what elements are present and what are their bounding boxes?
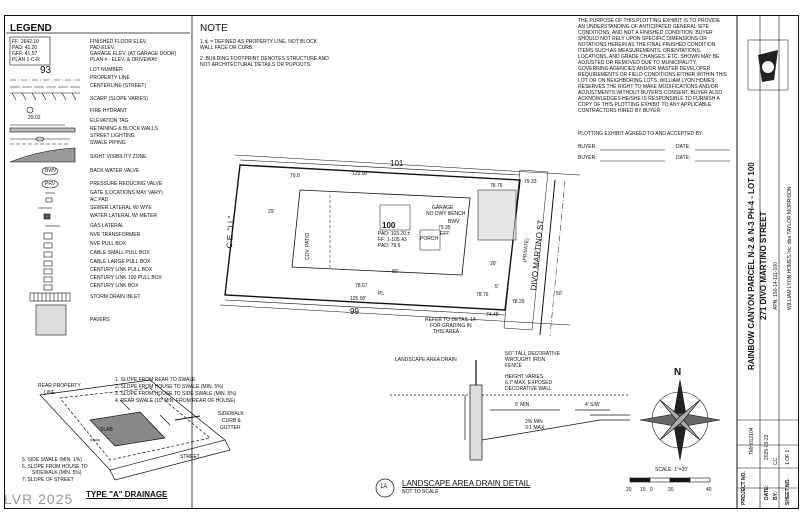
detail-height-2: 6.7' MAX. EXPOSED bbox=[505, 380, 553, 386]
cov-patio-label: COV. PATIO bbox=[305, 232, 311, 260]
elev-4: 78.67 bbox=[355, 283, 368, 289]
project-no-label: PROJECT NO. bbox=[741, 471, 747, 505]
note-item-1: 1. ℄ = DEFINED AS PROPERTY LINE, NOT BLOCK bbox=[200, 39, 317, 45]
elev-7: 74.48 bbox=[486, 312, 499, 318]
lot-tag-pad: PAD: 41.20 bbox=[12, 45, 38, 51]
legend-cable-small-label: CABLE SMALL PULL BOX bbox=[90, 250, 150, 256]
legend-title: LEGEND bbox=[10, 23, 52, 34]
legend-prv-symbol: PRV bbox=[45, 181, 56, 187]
legend-century-box-label: CENTURY LINK BOX bbox=[90, 283, 139, 289]
street-name: DIVO MARTINO ST bbox=[529, 219, 546, 291]
note-title: NOTE bbox=[200, 23, 228, 34]
scale-label: SCALE: 1"=20' bbox=[655, 467, 689, 473]
lot-info-2: FF: 1-105.43 bbox=[378, 237, 407, 243]
drainage-title: TYPE "A" DRAINAGE bbox=[86, 490, 168, 499]
note-item-2: 2. BUILDING FOOTPRINT DENOTES STRUCTURE AND bbox=[200, 56, 329, 62]
legend-lot-number-label: LOT NUMBER bbox=[90, 67, 123, 73]
project-no: TMH012104 bbox=[749, 427, 755, 455]
detail-height-1: HEIGHT VARIES bbox=[505, 374, 544, 380]
slab-label: SLAB bbox=[100, 427, 113, 433]
dim-29: 29' bbox=[268, 209, 275, 215]
porch-label: PORCH bbox=[420, 236, 439, 242]
refer-note-1: REFER TO DETAIL 1A bbox=[425, 317, 476, 323]
legend-elev-tag-label: ELEVATION TAG bbox=[90, 118, 129, 124]
legend-fire-hydrant-label: FIRE HYDRANT bbox=[90, 108, 127, 114]
legend-sight-label: SIGHT VISIBILITY ZONE bbox=[90, 154, 147, 160]
legend-nve-trans-label: NVE TRANSFORMER bbox=[90, 232, 141, 238]
garage-label: GARAGE bbox=[432, 205, 454, 211]
buyer-label-2: BUYER: bbox=[578, 155, 597, 161]
elev-9: EFF bbox=[440, 231, 450, 237]
detail-bubble: 1A bbox=[380, 484, 388, 490]
landscape-drain-detail bbox=[376, 357, 630, 497]
lot-tag-plan: PLAN 1-C-R bbox=[12, 57, 40, 63]
rear-label-1: REAR PROPERTY bbox=[38, 383, 81, 389]
legend-plan-label: PLAN # - ELEV. & DRIVEWAY bbox=[90, 57, 158, 63]
elev-3: 79.33 bbox=[524, 179, 537, 185]
detail-fence-3: FENCE bbox=[505, 363, 522, 369]
project-apn: APN: 150-14-111-100 bbox=[773, 262, 779, 310]
legend-sewer-label: SEWER LATERAL W/ WYE bbox=[90, 205, 152, 211]
compass-n: N bbox=[674, 367, 682, 378]
legend-water-label: WATER LATERAL W/ METER bbox=[90, 213, 157, 219]
sidewalk-label-1: SIDEWALK bbox=[218, 411, 244, 417]
legend-street-lighting-label: STREET LIGHTING bbox=[90, 133, 135, 139]
lot-info-3: PAD: 79.6 bbox=[378, 243, 401, 249]
sidewalk-label-2: CURB & bbox=[222, 418, 241, 424]
scale-tick-40: 40 bbox=[706, 487, 712, 493]
date-label: DATE: bbox=[764, 485, 770, 500]
street-sub: (PRIVATE) bbox=[522, 238, 531, 263]
project-address: 271 DIVO MARTINO STREET bbox=[759, 211, 768, 320]
detail-slope-1: 2% MIN bbox=[525, 419, 543, 425]
lot-above: 101 bbox=[390, 159, 404, 168]
legend-century-100-label: CENTURY LINK 100 PULL BOX bbox=[90, 275, 162, 281]
legend-property-line-label: PROPERTY LINE bbox=[90, 75, 130, 81]
date-value: 2025-03-22 bbox=[764, 434, 770, 460]
legend-centerline-label: CENTERLINE (STREET) bbox=[90, 83, 147, 89]
legend-prv-label: PRESSURE REDUCING VALVE bbox=[90, 181, 163, 187]
garage-sub: NO DWY BENCH bbox=[426, 211, 466, 217]
street-label: STREET bbox=[180, 454, 200, 460]
note-item-2b: NOT ARCHITECTURAL DETAILS OR POPOUTS. bbox=[200, 62, 312, 68]
drainage-note-2: 2. SLOPE FROM HOUSE TO SWALE (MIN. 5%) bbox=[115, 384, 224, 390]
elev-8: 79.35 bbox=[438, 225, 451, 231]
dim-20: 20' bbox=[490, 261, 497, 267]
dim-50: 50' bbox=[556, 291, 563, 297]
legend-nve-pull-label: NVE PULL BOX bbox=[90, 241, 126, 247]
date-label-1: DATE: bbox=[676, 144, 691, 150]
sidewalk-label-3: GUTTER bbox=[220, 425, 241, 431]
builder-name: WILLIAM LYON HOMES Inc. dba TAYLOR MORRISON bbox=[787, 186, 793, 310]
legend-cable-large-label: CABLE LARGE PULL BOX bbox=[90, 259, 151, 265]
legend-scarp-label: SCARP (SLOPE VARIES) bbox=[90, 96, 148, 102]
dim-top: 125.00' bbox=[352, 171, 369, 177]
legend-retaining-label: RETAINING & BLOCK WALLS bbox=[90, 126, 159, 132]
legend-ac-label: AC PAD bbox=[90, 197, 109, 203]
detail-fence-2: WROUGHT IRON bbox=[505, 357, 546, 363]
drainage-note-4: 4. REAR SWALE (10' MIN. FROM REAR OF HOUSE) bbox=[115, 398, 236, 404]
bottom-note-3: SIDEWALK (MIN. 5%) bbox=[32, 470, 82, 476]
scale-tick-0: 0 bbox=[650, 487, 653, 493]
legend-storm-label: STORM DRAIN INLET bbox=[90, 294, 141, 300]
watermark: LVR 2025 bbox=[4, 491, 74, 507]
ce-label: C.E. "LL" bbox=[225, 215, 236, 249]
bottom-note-1: 5. SIDE SWALE (MIN. 1%) bbox=[22, 457, 82, 463]
legend-century-pull-label: CENTURY LINK PULL BOX bbox=[90, 267, 153, 273]
north-arrow bbox=[640, 380, 720, 460]
scale-tick-20a: 20 bbox=[626, 487, 632, 493]
sheet-value: 1 OF 1 bbox=[785, 449, 791, 465]
detail-title: LANDSCAPE AREA DRAIN DETAIL bbox=[402, 479, 531, 488]
detail-min: 5' MIN bbox=[515, 402, 530, 408]
legend-gate-label: GATE (LOCATIONS MAY VARY) bbox=[90, 190, 163, 196]
legend-gff-label: GARAGE ELEV. (AT GARAGE DOOR) bbox=[90, 51, 177, 57]
detail-sw: 4' S/W bbox=[585, 402, 600, 408]
buyer-label-1: BUYER: bbox=[578, 144, 597, 150]
detail-drain-label: LANDSCAPE AREA DRAIN bbox=[395, 357, 457, 363]
disclaimer-text: THE PURPOSE OF THIS PLOTTING EXHIBIT IS TO PROVIDE AN UNDERSTANDING OF ANTICIPATED GENERAL SITE CONDITIONS, AND NOT A FINISHED CONDITION. BUYER SHOULD NOT RELY UPON SPECIFIC DIMENSIONS OR NOTATIONS HEREIN AS THE FINAL FINISHED CONDITION. ITEMS SUCH AS MEASUREMENTS, ORIENTATIONS, LOCATIONS, AND GRADE CHANGES, ETC. SHOWN MAY BE ADJUSTED OR REMOVED DUE TO MUNICIPALITY, GOVERNING AGENCIES AND/OR MASTER DEVELOPER REQUIREMENTS OR FIELD CONDITIONS EITHER WITHIN THIS LOT OR ON NEIGHBORING LOTS. WILLIAM LYON HOMES RESERVES THE RIGHT TO MAKE MODIFICATIONS AND/OR ADJUSTMENTS WITHOUT BUYER'S CONSENT. BUYER ALSO ACKNOWLEDGES HE/SHE IS RESPONSIBLE TO FURNISH A COPY OF THIS PLOTTING EXHIBIT TO ANY APPLICABLE CONTRACTORS HIRED BY BUYER. bbox=[578, 18, 728, 114]
drainage-note-1: 1. SLOPE FROM REAR TO SWALE bbox=[115, 377, 196, 383]
rear-label-2: LINE bbox=[44, 390, 56, 396]
lot-tag-ff: FF: 2642.10 bbox=[12, 39, 39, 45]
lot-tag-gff: GFF: 41.57 bbox=[12, 51, 38, 57]
legend-bwv-symbol: BWV bbox=[45, 168, 57, 174]
legend-pavers-label: PAVERS bbox=[90, 317, 110, 323]
dim-80: 80' bbox=[392, 269, 399, 275]
legend-pad-label: PAD ELEV. bbox=[90, 45, 116, 51]
project-title: RAINBOW CANYON PARCEL N-2 & N-3 PH-4 - LOT 100 bbox=[747, 162, 756, 370]
detail-subtitle: NOT TO SCALE bbox=[402, 489, 439, 495]
drainage-note-3: 3. SLOPE FROM HOUSE TO SIDE SWALE (MIN. 5%) bbox=[115, 391, 237, 397]
refer-note-2: FOR GRADING IN bbox=[430, 323, 472, 329]
elev-6: 78.29 bbox=[512, 299, 525, 305]
pl-label: PL bbox=[378, 291, 385, 297]
dim-bottom: 125.00' bbox=[350, 296, 367, 302]
dim-5: 5' bbox=[495, 284, 499, 290]
lot-info-1: PAD: 103.20 ± bbox=[378, 231, 411, 237]
bwv-label: BWV bbox=[448, 219, 460, 225]
agreed-label: PLOTTING EXHIBIT AGREED TO AND ACCEPTED BY: bbox=[578, 131, 704, 137]
refer-note-3: THIS AREA bbox=[433, 329, 460, 335]
scale-tick-10: 10 bbox=[640, 487, 646, 493]
note-item-1b: WALL FACE OR CURB. bbox=[200, 45, 254, 51]
elev-2: 78.76 bbox=[490, 183, 503, 189]
legend-elev-tag-value: 29.02 bbox=[28, 115, 41, 121]
date-label-2: DATE: bbox=[676, 155, 691, 161]
legend-gas-label: GAS LATERAL bbox=[90, 223, 124, 229]
by-label: BY: bbox=[773, 491, 779, 500]
bottom-note-2: 6. SLOPE FROM HOUSE TO bbox=[22, 464, 88, 470]
scale-bar bbox=[630, 478, 710, 482]
legend-bwv-label: BACK WATER VALVE bbox=[90, 168, 140, 174]
lot-below: 99 bbox=[350, 307, 359, 316]
by-value: CC bbox=[773, 457, 779, 465]
bottom-note-4: 7. SLOPE OF STREET bbox=[22, 477, 74, 483]
detail-fence-1: 5/0" TALL DECORATIVE bbox=[505, 351, 560, 357]
sheet-label: SHEET NO. bbox=[785, 478, 791, 505]
scale-tick-20b: 20 bbox=[668, 487, 674, 493]
lot-number: 100 bbox=[382, 221, 396, 230]
legend-ff-label: FINISHED FLOOR ELEV. bbox=[90, 39, 148, 45]
legend-swale-label: SWALE PIPING bbox=[90, 140, 126, 146]
elev-1: 79.8 bbox=[290, 173, 300, 179]
detail-height-3: DECORATIVE WALL bbox=[505, 386, 552, 392]
elev-5: 78.76 bbox=[476, 292, 489, 298]
detail-slope-2: 3:1 MAX bbox=[525, 425, 545, 431]
legend-lot-number: 93 bbox=[40, 65, 52, 76]
